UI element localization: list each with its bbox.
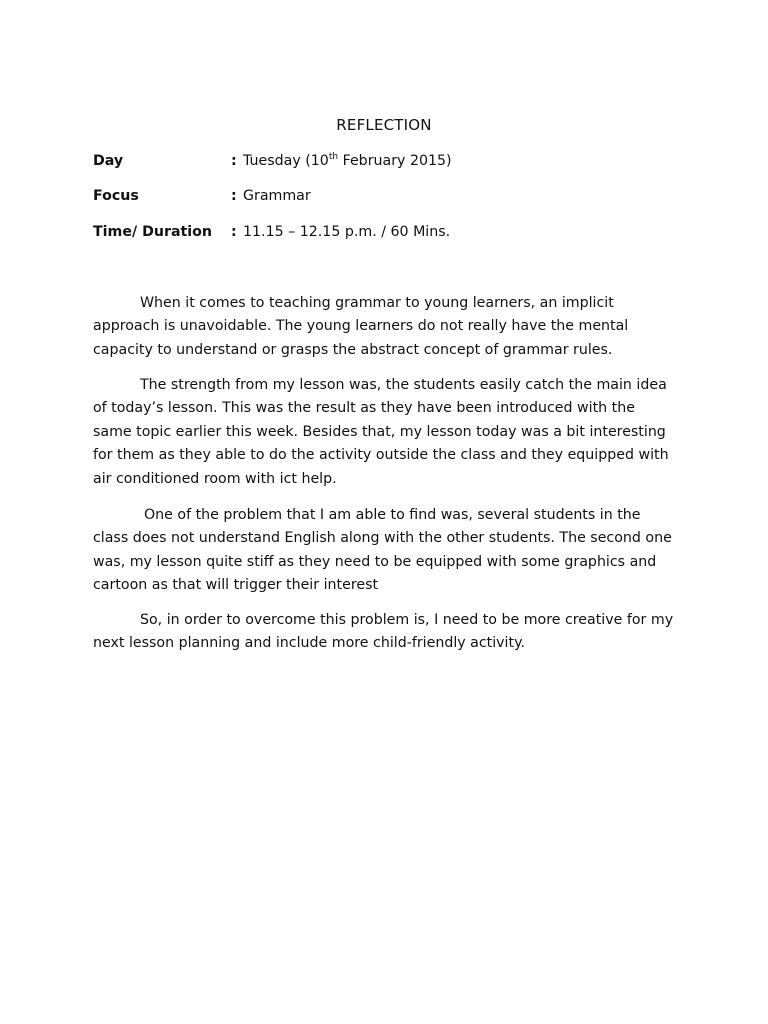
focus-row: [93, 188, 693, 208]
focus-label: Focus: [93, 188, 139, 204]
paragraph-line: same topic earlier this week. Besides that, my lesson today was a bit interesting: [93, 423, 666, 440]
document-title: REFLECTION: [336, 116, 432, 134]
day-row: [93, 153, 693, 173]
day-value-prefix: Tuesday (10: [243, 153, 329, 169]
paragraph-line: The strength from my lesson was, the students easily catch the main idea: [140, 377, 667, 393]
paragraph-line: of today’s lesson. This was the result as they have been introduced with the: [93, 400, 635, 417]
paragraph-3: [93, 504, 683, 598]
day-value: [243, 153, 452, 169]
paragraph-line: One of the problem that I am able to find was, several students in the: [144, 507, 641, 523]
time-row: [93, 224, 693, 244]
paragraph-line: next lesson planning and include more child-friendly activity.: [93, 635, 525, 652]
paragraph-4: [93, 609, 683, 656]
paragraph-line: air conditioned room with ict help.: [93, 470, 337, 487]
time-label: Time/ Duration: [93, 224, 213, 240]
day-colon: :: [231, 153, 237, 169]
paragraph-line: for them as they able to do the activity outside the class and they equipped with: [93, 447, 669, 464]
paragraph-line: When it comes to teaching grammar to young learners, an implicit: [140, 295, 614, 311]
focus-value: Grammar: [243, 188, 311, 204]
time-value: 11.15 – 12.15 p.m. / 60 Mins.: [243, 224, 451, 240]
paragraph-2: [93, 374, 683, 491]
day-value-ordinal: th: [328, 152, 339, 162]
focus-colon: :: [231, 188, 237, 204]
paragraph-line: cartoon as that will trigger their interest: [93, 577, 379, 594]
paragraph-line: class does not understand English along with the other students. The second one: [93, 530, 672, 547]
time-colon: :: [231, 224, 237, 240]
paragraph-line: approach is unavoidable. The young learners do not really have the mental: [93, 318, 629, 335]
paragraph-line: was, my lesson quite stiff as they need to be equipped with some graphics and: [93, 553, 657, 570]
paragraph-line: capacity to understand or grasps the abstract concept of grammar rules.: [93, 341, 613, 358]
day-value-suffix: February 2015): [338, 153, 452, 169]
paragraph-1: [93, 292, 683, 362]
paragraph-line: So, in order to overcome this problem is, I need to be more creative for my: [140, 612, 674, 628]
day-label: Day: [93, 153, 124, 169]
